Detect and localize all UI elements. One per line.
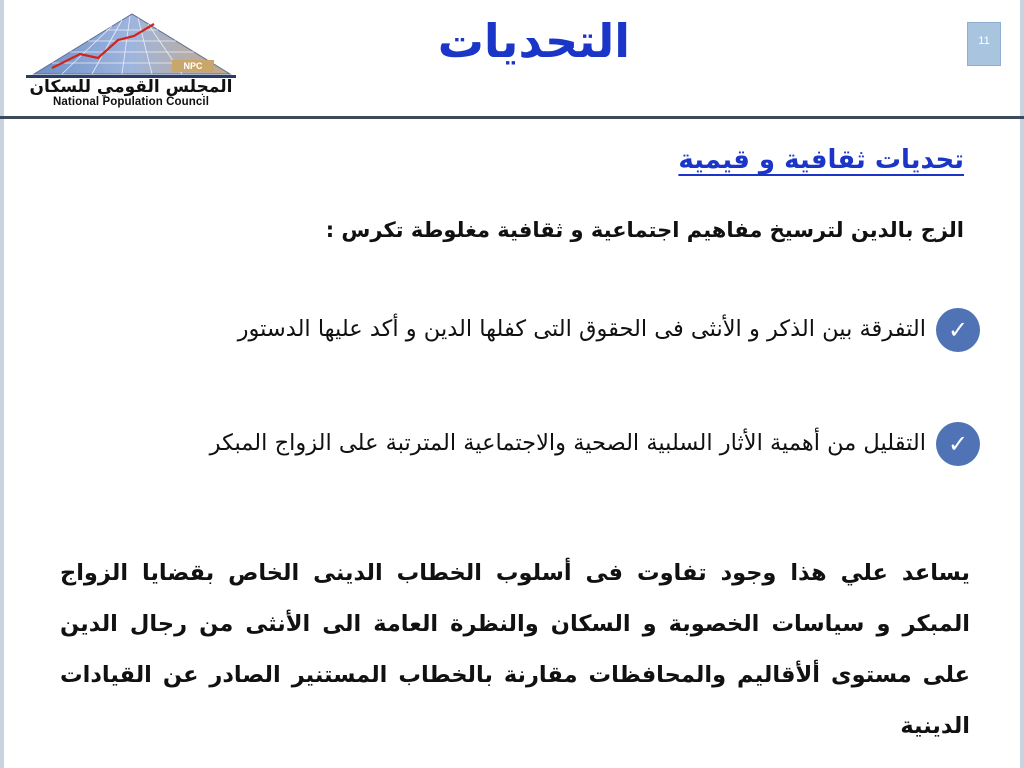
bullet-item xyxy=(80,420,980,466)
bullet-item xyxy=(80,306,980,352)
logo-arabic-name: المجلس القومي للسكان xyxy=(29,77,233,97)
check-circle-icon: ✓ xyxy=(936,308,980,352)
header-divider xyxy=(0,116,1024,119)
section-subtitle: تحديات ثقافية و قيمية xyxy=(678,145,964,175)
bullet-text: التفرقة بين الذكر و الأنثى فى الحقوق التى كفلها الدين و أكد عليها الدستور xyxy=(237,316,926,342)
page-number-badge: 11 xyxy=(967,22,1001,66)
page-title: التحديات xyxy=(437,14,630,68)
intro-text: الزج بالدين لترسيخ مفاهيم اجتماعية و ثقافية مغلوطة تكرس : xyxy=(325,218,964,242)
logo-abbrev: NPC xyxy=(183,61,203,71)
check-circle-icon: ✓ xyxy=(936,422,980,466)
logo-english-name: National Population Council xyxy=(52,96,210,108)
conclusion-paragraph: يساعد علي هذا وجود تفاوت فى أسلوب الخطاب الدينى الخاص بقضايا الزواج المبكر و سياسات الخصوبة و السكان والنظرة العامة الى الأنثى من رجال الدين على مستوى ألأقاليم والمحافظات مقارنة بالخطاب المستنير الصادر عن القيادات الدينية xyxy=(60,560,970,739)
bullet-text: التقليل من أهمية الأثار السلبية الصحية والاجتماعية المترتبة على الزواج المبكر xyxy=(209,430,926,456)
